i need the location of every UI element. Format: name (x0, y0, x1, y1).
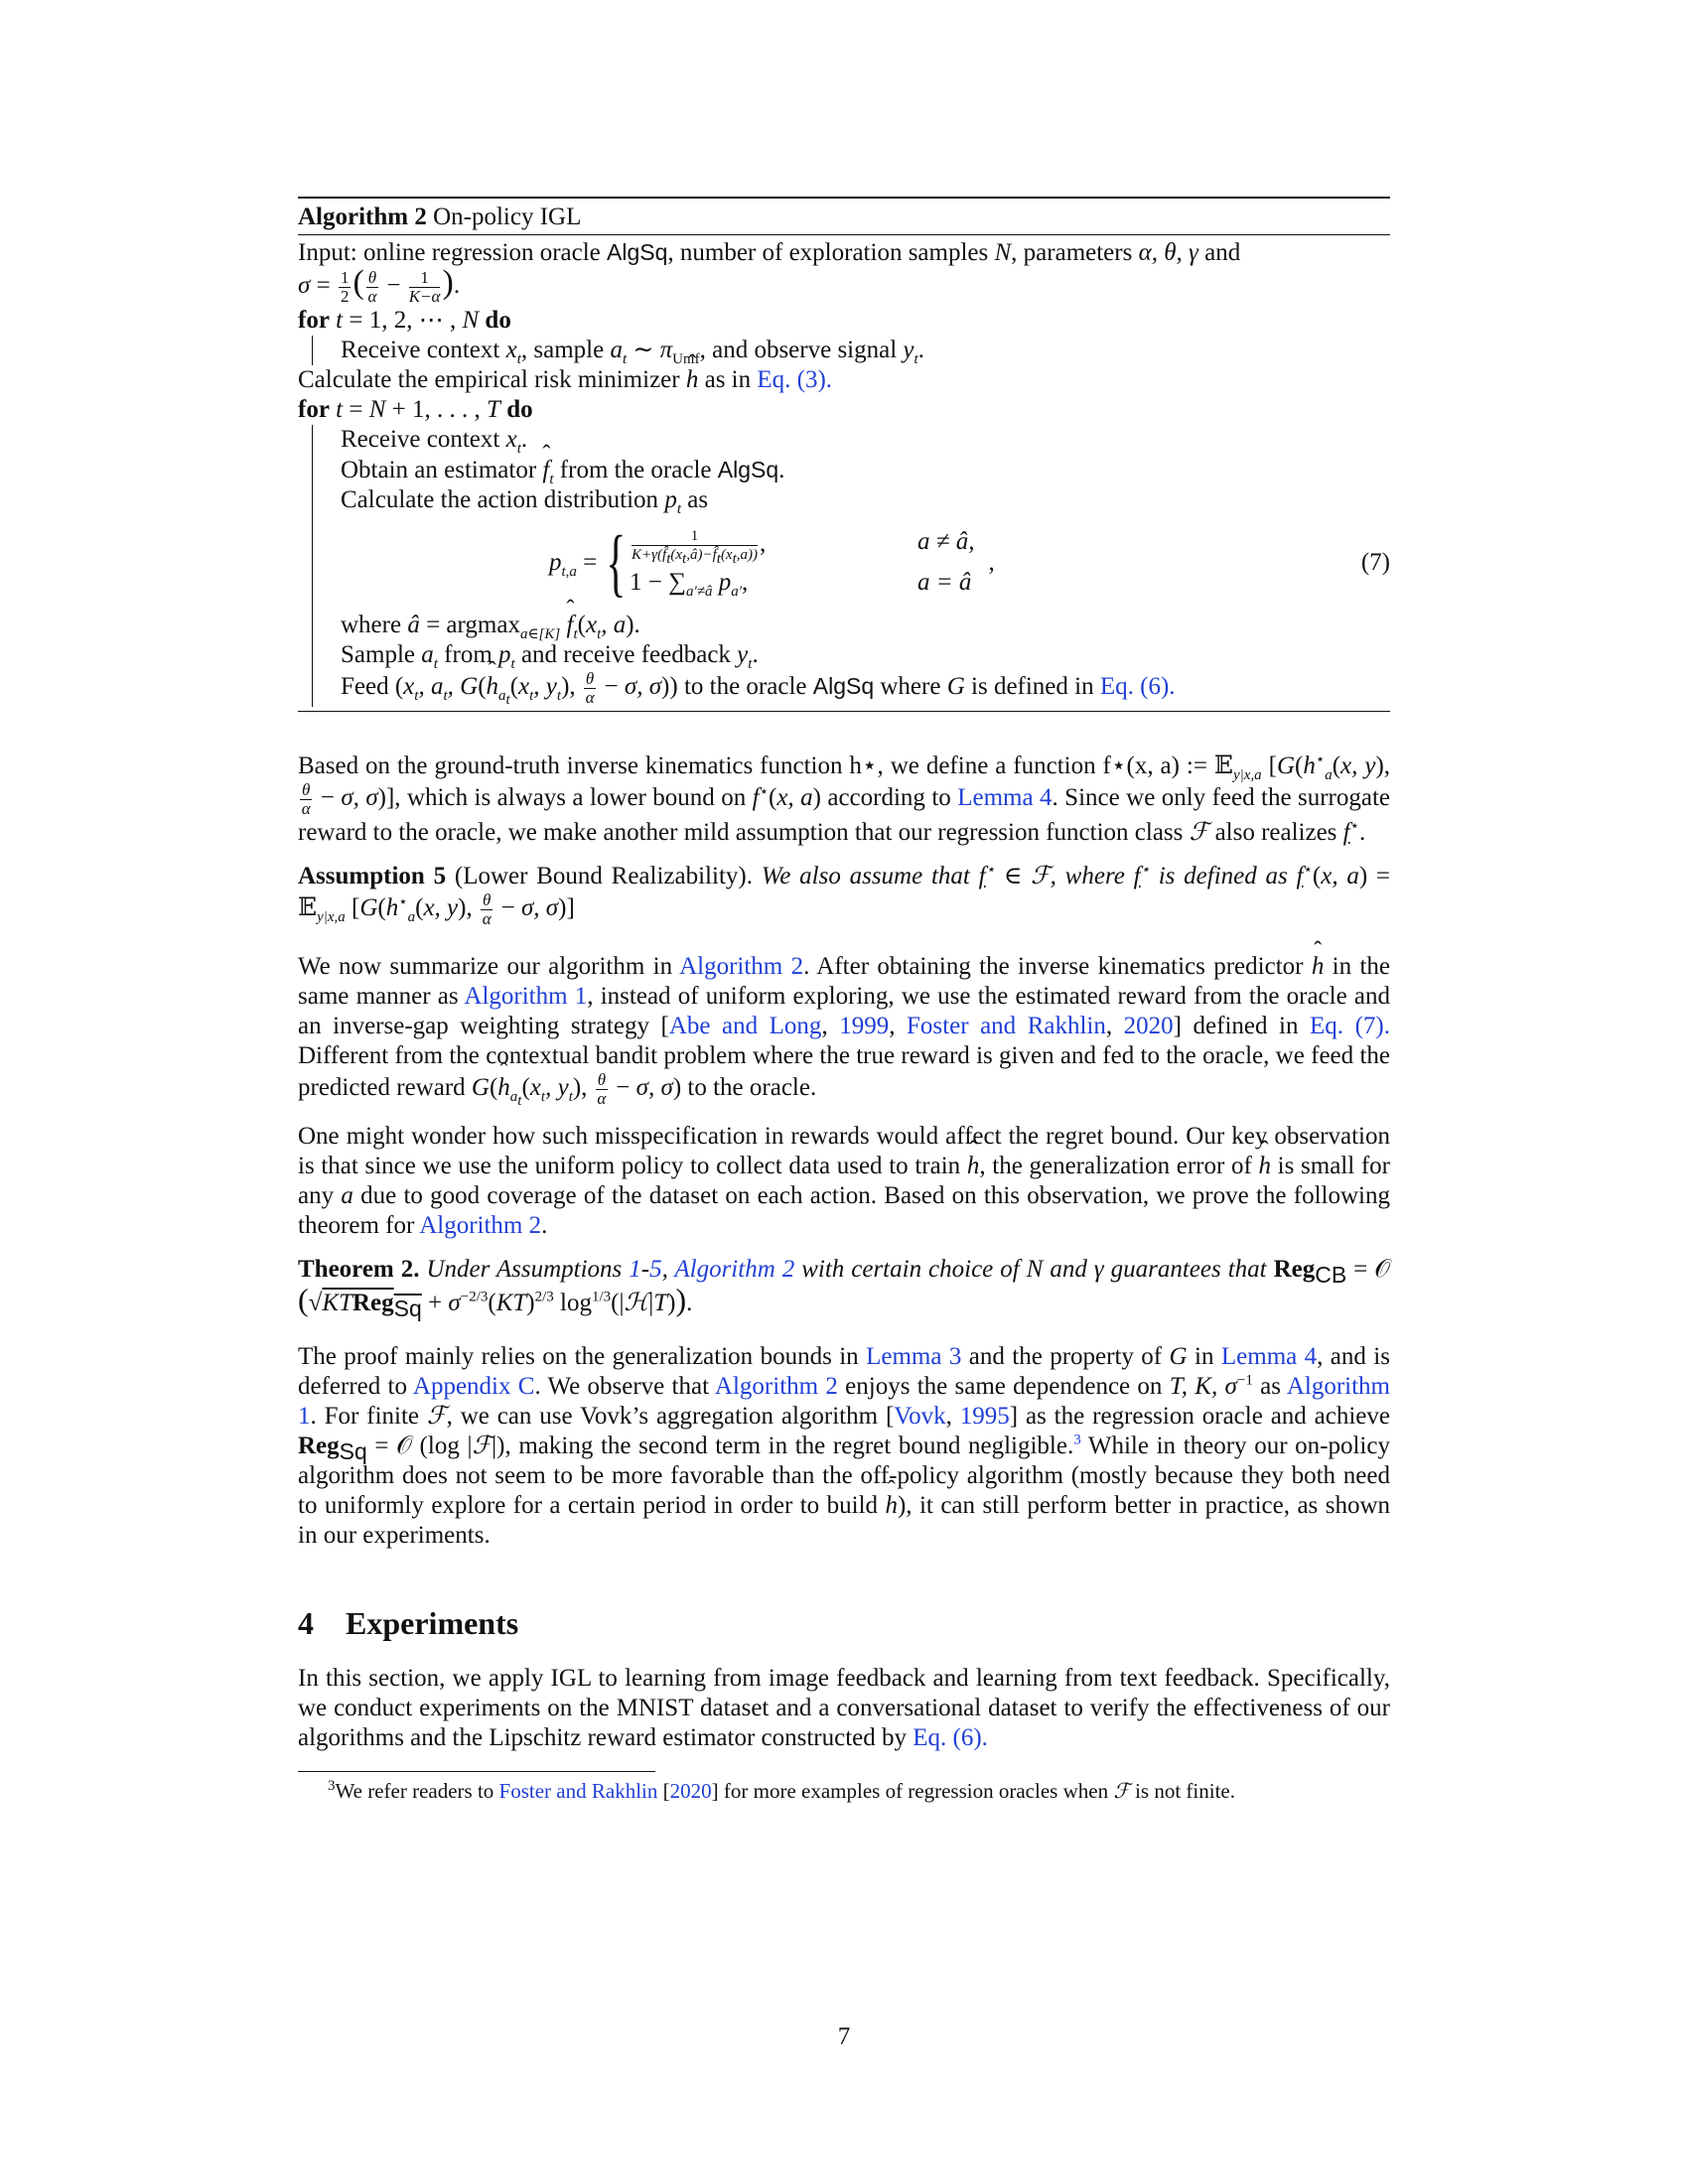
lemma4-link[interactable]: Lemma 4 (957, 784, 1053, 811)
algorithm-loop1: for t = 1, 2, ⋯ , N do (298, 306, 511, 334)
paragraph-3: One might wonder how such misspecification in rewards would affect the regret bound. Our key observation is that since we use the uniform policy to collect data used to train ˆ h, the generalization error of ˆ h is small for any a due to good coverage of the dataset on each action. Based on this observation, we prove the following theorem for Algorithm 2. (298, 1122, 1390, 1241)
input-rest: , number of exploration samples (667, 239, 989, 266)
theorem-2: Theorem 2. Under Assumptions 1-5, Algorithm 2 with certain choice of N and γ guarantees that Reg$_{CB}$ = 𝒪 (√KTReg$_{Sq}$ + $\sigma^{-2/3}(KT)^{2/3}$ $\log^{1/3}(|ℋ|T)$). (298, 1255, 1390, 1321)
eq6-link[interactable]: Eq. (6). (1099, 673, 1176, 700)
lemma4-link-2[interactable]: Lemma 4 (1220, 1342, 1318, 1370)
paragraph-4: The proof mainly relies on the generalization bounds in Lemma 3 and the property of G in Lemma 4, and is deferred to Appendix C. We observe that Algorithm 2 enjoys the same dependence on T, K, $\sigma^{-1}$ as Algorithm 1. For finite ℱ, we can use Vovk’s aggregation algorithm [Vovk, 1995] as the regression oracle and achieve Reg$_{Sq}$ = 𝒪 (log |ℱ|), making the second term in the regret bound negligible.$^3$ While in theory our on-policy algorithm does not seem to be more favorable than the off-policy algorithm (mostly because they both need to uniformly explore for a certain period in order to build ˆ h), it can still perform better in practice, as shown in our experiments. (298, 1342, 1390, 1551)
equation-number: (7) (1360, 548, 1390, 576)
vovk-year-link[interactable]: 1995 (959, 1402, 1010, 1430)
alg2-link-3[interactable]: Algorithm 2 (714, 1372, 838, 1400)
eq7-link[interactable]: Eq. (7). (1310, 1012, 1390, 1039)
algorithm-loop2: for t = N + 1, . . . , T do (298, 395, 533, 423)
abe-year-link[interactable]: 1999 (839, 1012, 890, 1039)
eq3-link[interactable]: Eq. (3). (757, 365, 833, 393)
algorithm-label: Algorithm 2 (298, 204, 427, 230)
appendix-c-link[interactable]: Appendix C (412, 1372, 535, 1400)
page-number: 7 (837, 2023, 851, 2050)
footnote: $^3$We refer readers to Foster and Rakhlin [2020] for more examples of regression oracles when ℱ is not finite. (328, 1777, 1235, 1803)
eq6-link-2[interactable]: Eq. (6). (913, 1723, 988, 1751)
paragraph-1: Based on the ground-truth inverse kinematics function h⋆, we define a function f⋆(x, a) := 𝔼$_{y|x,a}$ [$G(h^⋆_a(x$, y), $\frac{\theta}{\alpha}$ − σ, σ)], which is always a lower bound on f⋆(x, a) according to Lemma 4. Since we only feed the surrogate reward to the oracle, we make another mild assumption that our regression function class ℱ also realizes f⋆. (298, 751, 1391, 846)
paragraph-2: We now summarize our algorithm in Algorithm 2. After obtaining the inverse kinematics predictor ˆ h in the same manner as Algorithm 1, instead of uniform exploring, we use the estimated reward from the oracle and an inverse-gap weighting strategy [Abe and Long, 1999, Foster and Rakhlin, 2020] defined in Eq. (7). Different from the contextual bandit problem where the true reward is given and fed to the oracle, we feed the predicted reward G(ˆ $h_{a_t}(x_t$, $y_t$), $\frac{\theta}{\alpha}$ − σ, σ) to the oracle. (298, 952, 1390, 1108)
algorithm-title: On-policy IGL (433, 204, 582, 230)
algorithm-erm: Calculate the empirical risk minimizer ˆ h as in Eq. (3). (298, 365, 1390, 395)
algorithm-box (298, 197, 1390, 712)
alg2-link-2[interactable]: Algorithm 2 (419, 1211, 542, 1239)
footnote-year-link[interactable]: 2020 (669, 1778, 712, 1803)
alg1-link-2[interactable]: Algorithm 1 (298, 1372, 1391, 1430)
foster-link[interactable]: Foster and Rakhlin (907, 1012, 1106, 1039)
algorithm-input: Input: online regression oracle AlgSq, number of exploration samples N, parameters α, θ, γ and σ = $\frac{1}{2}$ ( $\frac{\theta}{\alpha}$ − $\frac{1}{K-\alpha}$ ). (298, 239, 1241, 306)
input-prefix: Input: online regression oracle (298, 239, 601, 266)
oracle-name: AlgSq (607, 239, 668, 265)
paragraph-5: In this section, we apply IGL to learning from image feedback and learning from text feedback. Specifically, we conduct experiments on the MNIST dataset and a conversational dataset to verify the effectiveness of our algorithms and the Lipschitz reward estimator constructed by Eq. (6). (298, 1664, 1390, 1751)
algorithm-header (298, 199, 1390, 235)
loop1-body: Receive context $x_t$, sample $a_t$ ∼ $\pi_{Unif}$, and observe signal $y_t$. (312, 336, 1390, 365)
loop2-body: Receive context $x_t$. Obtain an estimator ˆ $f_t$ from the oracle AlgSq. Calculate the action distribution $p_t$ as $p_{t,a}$ = { $\frac{1}{K+\gamma(f̂_t(x_t,â)-f̂_t(x_t,a))}$ , a ≠ â, $1 - \sum_{a'\ne â}$ $p_{a'}$, a = â , (7) where â = argmax$_{a\in[K]}$ ˆ $f_t(x_t$, a). Sample $a_t$ from $p_t$ and receive feedback $y_t$. Feed ($x_t$, $a_t$, G(ˆ $h_{a_t}(x_t$, $y_t$), $\frac{\theta}{\alpha}$ − σ, σ)) to the oracle AlgSq where G is defined in Eq. (6). (312, 425, 1390, 707)
footnote-cite-link[interactable]: Foster and Rakhlin (498, 1778, 658, 1803)
abe-link[interactable]: Abe and Long (668, 1012, 822, 1039)
equation-7: $p_{t,a}$ = { $\frac{1}{K+\gamma(f̂_t(x_t,â)-f̂_t(x_t,a))}$ , a ≠ â, $1 - \sum_{a'\ne â}$ $p_{a'}$, a = â , (7) (549, 520, 1390, 605)
assumption-5: Assumption 5 (Lower Bound Realizability). We also assume that f⋆ ∈ ℱ, where f⋆ is defined as f⋆(x, a) = 𝔼$_{y|x,a}$ [$G(h^⋆_a(x$, y), $\frac{\theta}{\alpha}$ − σ, σ)] (298, 862, 1391, 928)
footnote-rule (298, 1771, 655, 1772)
paper-page (298, 197, 1390, 1804)
alg1-link-1[interactable]: Algorithm 1 (464, 982, 588, 1010)
alg2-link-1[interactable]: Algorithm 2 (679, 952, 804, 980)
lemma3-link[interactable]: Lemma 3 (866, 1342, 962, 1370)
algorithm-body (298, 235, 1390, 711)
vovk-link[interactable]: Vovk (894, 1402, 946, 1430)
foster-year-link[interactable]: 2020 (1123, 1012, 1174, 1039)
section-heading: 4 Experiments (298, 1604, 519, 1641)
